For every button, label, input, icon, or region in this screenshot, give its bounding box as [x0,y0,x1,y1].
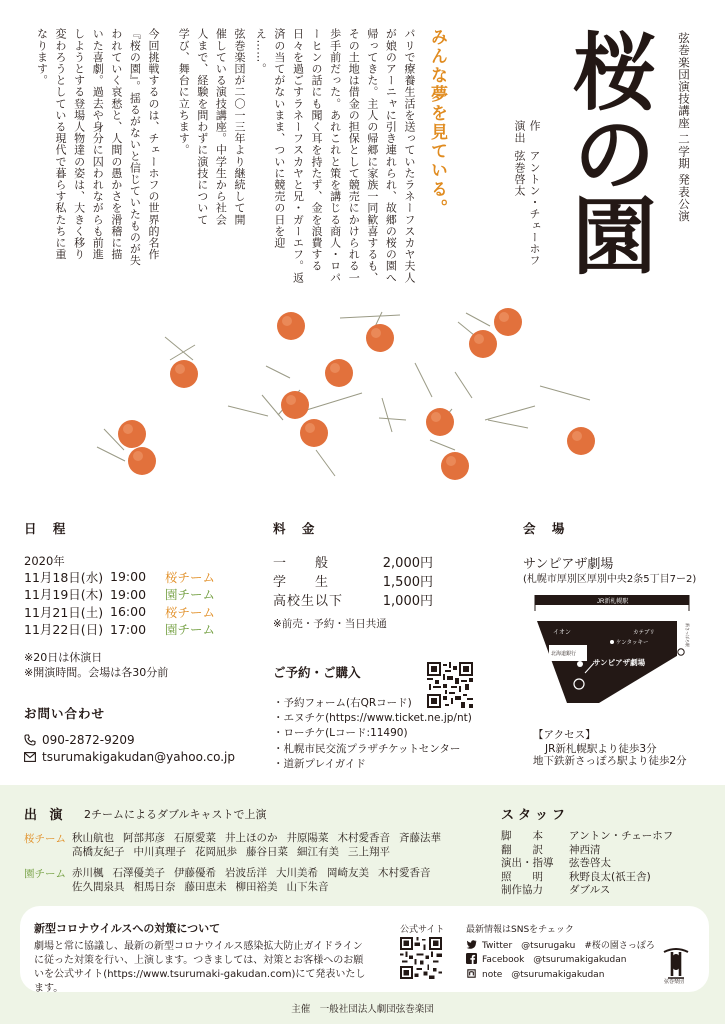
staff-name: アントン・チェーホフ [569,830,674,842]
reservation-item: ・札幌市民交流プラザチケットセンター [273,742,461,755]
cast-member: 山下朱音 [286,881,329,893]
schedule-time: 19:00 [110,586,147,602]
cast-subtitle: 2チームによるダブルキャストで上演 [84,808,267,821]
schedule-time: 19:00 [110,569,147,585]
schedule-date: 11月19日(木) [24,587,104,603]
cast-member: 石澤優美子 [112,867,165,879]
cast-heading: 出 演 [24,808,67,823]
schedule-row [24,603,215,621]
schedule-time: 16:00 [110,604,147,620]
price-label: 高校生以下 [273,594,344,609]
price-label: 学 生 [273,575,330,590]
mail-icon [24,752,36,762]
staff-role: 照 明 [501,870,543,883]
schedule-note: ※開演時間。会場は各30分前 [24,666,169,679]
schedule-notes [24,650,168,680]
phone-line[interactable] [24,733,135,747]
staff-row [501,844,673,858]
cast-member: 赤川楓 [72,867,104,879]
venue-name: サンピアザ劇場 [523,557,614,572]
staff-row [501,884,673,898]
map-capital-label: カテプリ [633,630,655,636]
staff-name: 弦巻啓太 [569,857,611,869]
venue-heading: 会 場 [523,521,571,536]
access-label: 【アクセス】 [533,729,596,741]
map-subway-label: 新さっぽろ駅 [685,623,690,647]
price-value: 1,500円 [382,575,433,590]
reservation-heading: ご予約・ご購入 [273,665,361,680]
schedule-date: 11月22日(日) [24,622,104,638]
sns-twitter[interactable] [466,937,655,952]
cast-member: 細江有美 [297,846,339,858]
schedule-row [24,621,215,639]
price-row [273,552,433,571]
note-handle[interactable]: note @tsurumakigakudan [482,969,605,980]
price-note: ※前売・予約・当日共通 [273,618,387,630]
staff-role: 脚 本 [501,830,543,842]
catch-copy: みんな夢を見ている。 [427,28,447,218]
cast-member: 藤田恵未 [184,881,227,893]
org-line: 弦巻楽団演技講座 二学期 発表公演 [677,32,691,223]
staff-row [501,830,673,844]
schedule-team: 園チーム [165,587,216,603]
price-label: 一 般 [273,556,330,571]
cast-member: 藤谷日菜 [246,846,288,858]
map-aeon-label: イオン [553,630,571,636]
price-value: 2,000円 [382,556,433,571]
cast-sakura-team [24,831,472,859]
reservation-item[interactable]: ・ローチケ(Lコード:11490) [273,727,408,740]
staff-role: 制作協力 [501,884,543,896]
reservation-item[interactable]: ・予約フォーム(右QRコード) [273,697,412,709]
facebook-icon [466,953,477,964]
official-site-qr-code[interactable] [400,937,442,979]
cherries-illustration [0,290,725,490]
cast-member: 岩波岳洋 [225,867,267,879]
schedule-team: 桜チーム [165,604,216,620]
map-bank-label: 北海道銀行 [551,651,577,657]
sns-note[interactable] [466,966,655,981]
reservation-list [273,696,472,772]
cast-member: 木村愛香音 [337,832,390,844]
schedule-note: ※20日は休演日 [24,651,103,664]
schedule-date: 11月18日(水) [24,569,104,585]
schedule-heading: 日 程 [24,521,72,536]
about-play-text: 今回挑戦するのは、チェーホフの世界的名作『桜の園』。揺るがないと信じていたものが失われていく哀愁と、人間の愚かさを滑稽に描いた喜劇。過去や身分に囚われながらも前進しようとする登場人物達の姿は、大きく移り変わろうとしている現代で暮らす私たちに重なります。 [35,28,160,267]
cast-member: 中川真理子 [133,846,186,858]
official-site-label: 公式サイト [400,925,445,935]
cast-member: 高橋友紀子 [72,846,125,858]
staff-name: 秋野良太(祇王舎) [569,870,651,883]
cast-member: 阿部邦彦 [123,832,165,844]
cast-member: 大川美希 [276,867,318,879]
cast-member: 相馬日奈 [133,881,176,893]
price-value: 1,000円 [382,594,433,609]
cast-member: 秋山航也 [72,832,114,844]
cast-member: 石原愛菜 [174,832,216,844]
staff-name: ダブルス [569,884,611,896]
schedule-year: 2020年 [24,554,65,568]
play-title: 桜の園 [559,28,658,274]
price-heading: 料 金 [273,521,321,536]
phone-number[interactable]: 090-2872-9209 [42,733,135,747]
cast-member: 伊藤優希 [174,867,216,879]
venue-address: (札幌市厚別区厚別中央2条5丁目7ー2) [523,574,697,585]
phone-icon [24,734,36,746]
sns-label: 最新情報はSNSをチェック [466,925,574,935]
map-theater-label: サンピアザ劇場 [593,658,646,667]
staff-row [501,857,673,871]
cast-member: 岡崎友美 [327,867,369,879]
story-text: パリで療養生活を送っていたラネーフスカヤ夫人が娘のアーニャに引き連れられ、故郷の桜の園へ帰ってきた。主人の帰郷に家族一同歓喜するも、その土地は借金の担保として競売にかけられる一歩手前だった。あれこれと策を講じる商人・ロパーヒンの話にも聞く耳を持たず、金を浪費する日々を過ごすラネーフスカヤと兄・ガーエフ。返済の当てがないまま、ついに競売の日を迎え……。 [254,28,416,284]
price-table [273,552,433,609]
map-kfc-label: ケンタッキー [616,640,649,646]
sns-list [466,937,655,981]
cast-team-label: 園チーム [24,868,66,880]
about-course-text: 弦巻楽団が二〇一三年より継続して開催している演技講座。中学生から社会人まで、経験を問わずに演技について学び、舞台に立ちます。 [177,28,246,226]
sponsor-line: 主催 一般社団法人劇団弦巻楽団 [291,1004,434,1015]
price-row [273,571,433,590]
notice-body: 劇場と常に協議し、最新の新型コロナウイルス感染拡大防止ガイドラインに従った対策を行い、上演します。つきましては、対策とお客様へのお願いを公式サイト(https://www.tsurumaki-gakudan.com)にて発表いたします。 [34,941,366,994]
staff-name: 神西清 [569,843,601,856]
staff-row [501,871,673,885]
venue-map [527,591,699,709]
schedule-list [24,568,215,638]
schedule-date: 11月21日(土) [24,604,104,620]
schedule-team: 園チーム [165,622,216,638]
cast-member: 柳田裕美 [235,881,278,893]
access-line: JR新札幌駅より徒歩3分 [545,743,657,755]
cast-sono-team [24,866,472,894]
sns-facebook[interactable] [466,952,655,967]
twitter-icon [466,939,477,950]
staff-role: 翻 訳 [501,843,543,856]
price-row [273,590,433,609]
schedule-row [24,568,215,586]
staff-role: 演出・指導 [501,857,554,869]
access-line: 地下鉄新さっぽろ駅より徒歩2分 [533,755,687,767]
logo-caption: 弦巻楽団 [664,979,685,985]
note-icon [466,968,477,979]
twitter-handle[interactable]: Twitter @tsurugaku #桜の園さっぽろ [482,940,655,951]
credit-names: アントン・チェーホフ 弦巻啓太 [513,150,541,266]
reservation-item[interactable]: ・エヌチケ(https://www.ticket.ne.jp/nt) [273,712,472,725]
cast-member: 井上ほのか [225,832,278,844]
cast-member: 三上翔平 [348,846,390,858]
schedule-time: 17:00 [110,621,147,637]
email-line[interactable] [24,750,235,764]
staff-list [501,830,673,898]
notice-heading: 新型コロナウイルスへの対策について [34,922,221,935]
cast-team-label: 桜チーム [24,833,66,845]
staff-heading: スタッフ [501,808,570,823]
cast-member: 斉藤法華 [399,832,441,844]
email-address[interactable]: tsurumakigakudan@yahoo.co.jp [42,750,236,764]
cast-member: 花岡凪歩 [195,846,237,858]
schedule-team: 桜チーム [165,569,216,585]
schedule-row [24,586,215,604]
credit-labels: 作 演出 [513,120,541,144]
reservation-item: ・道新プレイガイド [273,757,366,770]
cast-member: 佐久間泉具 [72,881,125,893]
facebook-handle[interactable]: Facebook @tsurumakigakudan [482,955,627,966]
contact-heading: お問い合わせ [24,706,106,721]
cast-member: 木村愛香音 [378,867,431,879]
cast-member: 井原陽菜 [286,832,329,844]
map-station-label: JR新札幌駅 [597,599,629,605]
